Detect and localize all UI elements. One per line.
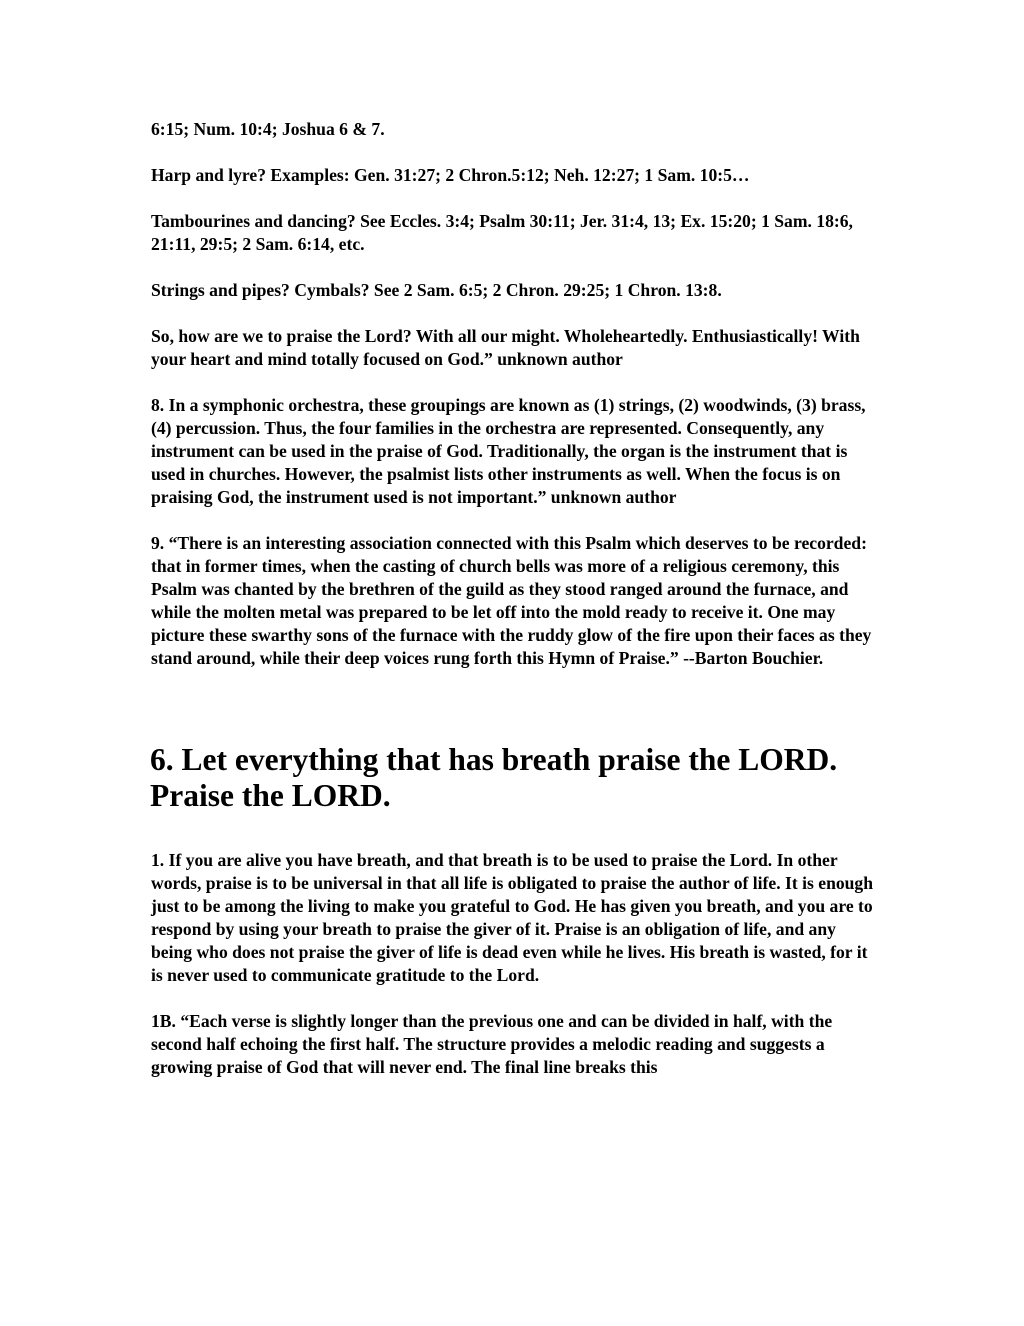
- paragraph-note-9-church-bells: 9. “There is an interesting association connected with this Psalm which deserves to be recorded: that in former times, when the casting of church bells was more of a religious ceremony, this Psalm was chanted by the brethren of the guild as they stood ranged around the furnace, and while the molten metal was prepared to be let off into the mold ready to receive it. One may picture these swarthy sons of the furnace with the ruddy glow of the fire upon their faces as they stand around, while their deep voices rung forth this Hymn of Praise.” --Barton Bouchier.: [151, 533, 872, 668]
- paragraph-note-1b-structure: 1B. “Each verse is slightly longer than the previous one and can be divided in half, with the second half echoing the first half. The structure provides a melodic reading and suggests a growing praise of God that will never end. The final line breaks this: [151, 1011, 833, 1077]
- paragraph-strings-and-pipes: Strings and pipes? Cymbals? See 2 Sam. 6:5; 2 Chron. 29:25; 1 Chron. 13:8.: [151, 280, 722, 300]
- paragraph-tambourines-and-dancing: Tambourines and dancing? See Eccles. 3:4; Psalm 30:11; Jer. 31:4, 13; Ex. 15:20; 1 Sam. 18:6, 21:11, 29:5; 2 Sam. 6:14, etc.: [151, 211, 853, 254]
- paragraph-reference-continuation: 6:15; Num. 10:4; Joshua 6 & 7.: [151, 119, 385, 139]
- paragraph-note-1-breath: 1. If you are alive you have breath, and that breath is to be used to praise the Lord. In other words, praise is to be universal in that all life is obligated to praise the author of life. It is enough just to be among the living to make you grateful to God. He has given you breath, and you are to respond by using your breath to praise the giver of it. Praise is an obligation of life, and any being who does not praise the giver of life is dead even while he lives. His breath is wasted, for it is never used to communicate gratitude to the Lord.: [151, 850, 874, 985]
- paragraph-how-to-praise: So, how are we to praise the Lord? With all our might. Wholeheartedly. Enthusiastically! With your heart and mind totally focused on God.” unknown author: [151, 326, 860, 369]
- paragraph-note-8-orchestra: 8. In a symphonic orchestra, these groupings are known as (1) strings, (2) woodwinds, (3) brass, (4) percussion. Thus, the four families in the orchestra are represented. Consequently, any instrument can be used in the praise of God. Traditionally, the organ is the instrument that is used in churches. However, the psalmist lists other instruments as well. When the focus is on praising God, the instrument used is not important.” unknown author: [151, 395, 866, 507]
- page-content: [151, 118, 881, 1102]
- section-heading-verse-6: 6. Let everything that has breath praise the LORD. Praise the LORD.: [150, 742, 838, 813]
- paragraph-harp-and-lyre: Harp and lyre? Examples: Gen. 31:27; 2 Chron.5:12; Neh. 12:27; 1 Sam. 10:5…: [151, 165, 750, 185]
